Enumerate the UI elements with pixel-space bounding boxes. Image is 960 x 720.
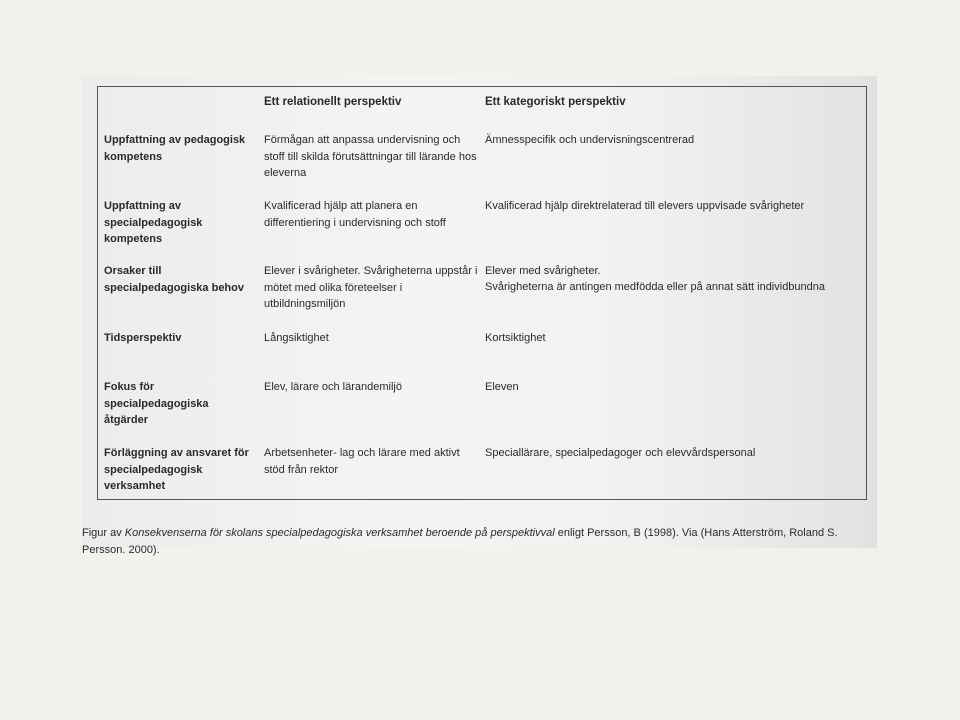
row-relational: Långsiktighet [264, 332, 329, 344]
row-label: Orsaker till specialpedagogiska behov [104, 265, 244, 294]
row-relational: Elever i svårigheter. Svårigheterna uppstår i mötet med olika företeelser i utbildningsmiljön [264, 265, 478, 310]
row-categorical: Kvalificerad hjälp direktrelaterad till elevers uppvisade svårigheter [485, 200, 805, 212]
row-relational: Kvalificerad hjälp att planera en differentiering i undervisning och stoff [264, 200, 446, 229]
row-label: Uppfattning av specialpedagogisk kompetens [104, 200, 203, 245]
table-image [82, 76, 877, 556]
caption-suffix: enligt Persson, B (1998). Via (Hans Atterström, Roland S. Persson. 2000). [82, 527, 838, 556]
row-label: Förläggning av ansvaret för specialpedagogisk verksamhet [104, 447, 249, 492]
row-categorical: Elever med svårigheter. [485, 265, 601, 277]
row-label: Tidsperspektiv [104, 332, 182, 344]
row-relational: Arbetsenheter- lag och lärare med aktivt stöd från rektor [264, 447, 460, 476]
caption-title: Konsekvenserna för skolans specialpedagogiska verksamhet beroende på perspektivval [124, 527, 555, 539]
row-label: Uppfattning av pedagogisk kompetens [104, 134, 246, 163]
row-relational: Elev, lärare och lärandemiljö [264, 381, 402, 393]
row-categorical: Ämnesspecifik och undervisningscentrerad [485, 134, 695, 146]
row-relational: Förmågan att anpassa undervisning och stoff till skilda förutsättningar till lärande hos eleverna [264, 134, 477, 179]
row-categorical: Kortsiktighet [485, 332, 546, 344]
caption-prefix: Figur av [82, 527, 125, 539]
row-label: Fokus för specialpedagogiska åtgärder [104, 381, 209, 426]
row-categorical: Speciallärare, specialpedagoger och elevvårdspersonal [485, 447, 756, 459]
row-categorical: Eleven [485, 381, 519, 393]
header-relational: Ett relationellt perspektiv [264, 96, 402, 108]
perspective-table [97, 86, 867, 500]
row-categorical-line-2: Svårigheterna är antingen medfödda eller på annat sätt individbundna [485, 281, 826, 293]
figure-caption [82, 525, 877, 559]
header-categorical: Ett kategoriskt perspektiv [485, 96, 626, 108]
